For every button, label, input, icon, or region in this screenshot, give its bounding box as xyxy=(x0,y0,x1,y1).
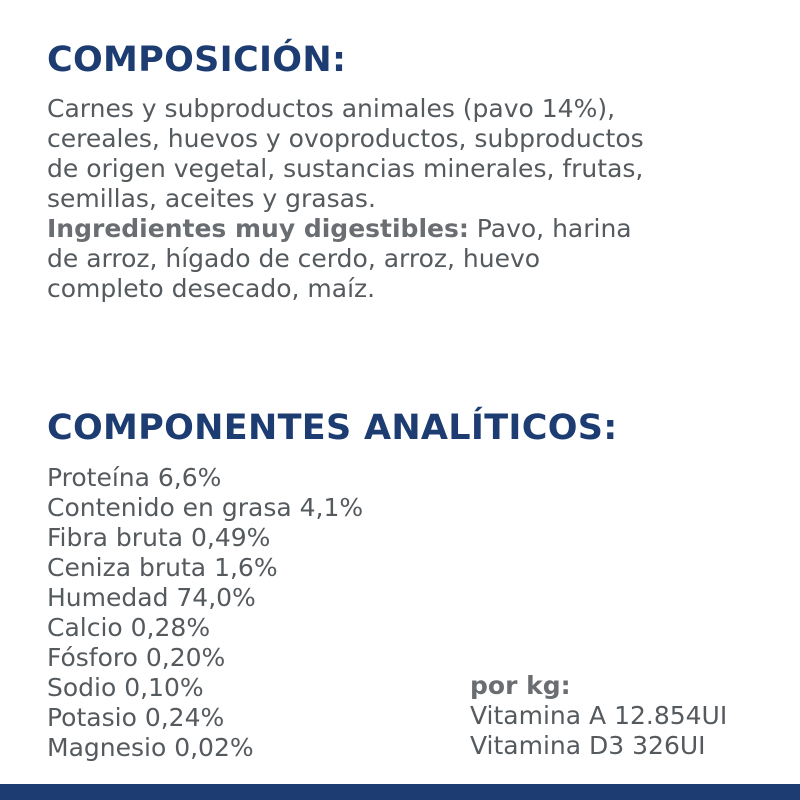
ingredientes-line xyxy=(47,214,644,244)
footer-bar xyxy=(0,784,800,800)
vitaminas-list xyxy=(470,701,727,761)
analitico-item: Fibra bruta 0,49% xyxy=(47,523,271,552)
analitico-item: Proteína 6,6% xyxy=(47,463,222,492)
por-kg-label: por kg: xyxy=(470,671,571,700)
analitico-item: Sodio 0,10% xyxy=(47,673,204,702)
composicion-line: semillas, aceites y grasas. xyxy=(47,184,376,213)
ingredientes-line: completo desecado, maíz. xyxy=(47,274,376,303)
ingredientes-line: de arroz, hígado de cerdo, arroz, huevo xyxy=(47,244,541,273)
composicion-text xyxy=(47,94,644,304)
analiticos-heading: COMPONENTES ANALÍTICOS: xyxy=(47,408,618,448)
composicion-line: cereales, huevos y ovoproductos, subproductos xyxy=(47,124,644,153)
composicion-heading: COMPOSICIÓN: xyxy=(47,40,347,80)
vitamina-item: Vitamina D3 326UI xyxy=(470,731,706,760)
analitico-item: Humedad 74,0% xyxy=(47,583,256,612)
vitamina-item: Vitamina A 12.854UI xyxy=(470,701,728,730)
analitico-item: Contenido en grasa 4,1% xyxy=(47,493,364,522)
analitico-item: Calcio 0,28% xyxy=(47,613,211,642)
analitico-item: Ceniza bruta 1,6% xyxy=(47,553,278,582)
composicion-line: Carnes y subproductos animales (pavo 14%), xyxy=(47,94,616,123)
analitico-item: Potasio 0,24% xyxy=(47,703,225,732)
ingredientes-label: Ingredientes muy digestibles: xyxy=(47,214,469,243)
analitico-item: Fósforo 0,20% xyxy=(47,643,226,672)
composicion-line: de origen vegetal, sustancias minerales, frutas, xyxy=(47,154,644,183)
analiticos-list xyxy=(47,463,363,763)
analitico-item: Magnesio 0,02% xyxy=(47,733,254,762)
ingredientes-text: Pavo, harina xyxy=(468,214,632,243)
vitaminas-block xyxy=(470,671,727,761)
